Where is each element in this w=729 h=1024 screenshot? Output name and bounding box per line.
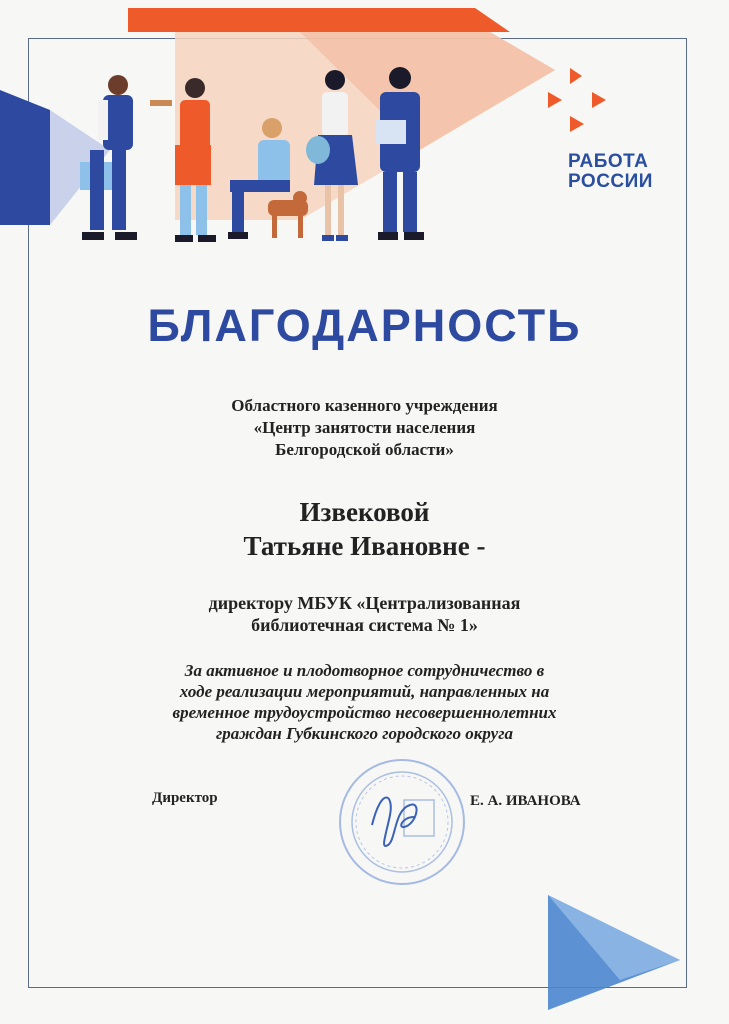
blue-triangle-left-decoration: [0, 90, 50, 225]
reason-line-1: За активное и плодотворное сотрудничество в: [184, 661, 545, 680]
recipient-given-names: Татьяне Ивановне -: [243, 531, 486, 561]
rabota-rossii-logo-icon: [548, 68, 606, 132]
position-line-1: директору МБУК «Централизованная: [208, 593, 521, 613]
organization-line-3: Белгородской области»: [275, 440, 454, 459]
office-man-figure-icon: [376, 67, 424, 240]
award-reason: [0, 660, 729, 744]
recipient-name: [0, 495, 729, 563]
orange-band-decoration: [128, 8, 510, 32]
handwritten-signature-icon: [372, 798, 417, 846]
reason-line-2: ходе реализации мероприятий, направленных на: [179, 682, 550, 701]
recipient-surname: Извековой: [299, 497, 430, 527]
position-line-2: библиотечная система № 1»: [251, 615, 478, 635]
certificate-title: БЛАГОДАРНОСТЬ: [147, 300, 582, 351]
baker-figure-icon: [150, 78, 216, 242]
rabota-rossii-logo: [568, 152, 678, 192]
organization-name: [0, 395, 729, 461]
recipient-position: [0, 592, 729, 636]
organization-line-1: Областного казенного учреждения: [231, 396, 498, 415]
official-stamp-icon: [332, 755, 472, 890]
signer-role: Директор: [152, 790, 218, 806]
reason-line-3: временное трудоустройство несовершеннолетних: [172, 703, 557, 722]
signer-name: Е. А. ИВАНОВА: [470, 793, 581, 809]
organization-line-2: «Центр занятости населения: [253, 418, 476, 437]
logo-line-2: РОССИИ: [568, 171, 653, 192]
reason-line-4: граждан Губкинского городского округа: [216, 724, 513, 743]
logo-line-1: РАБОТА: [568, 151, 649, 172]
